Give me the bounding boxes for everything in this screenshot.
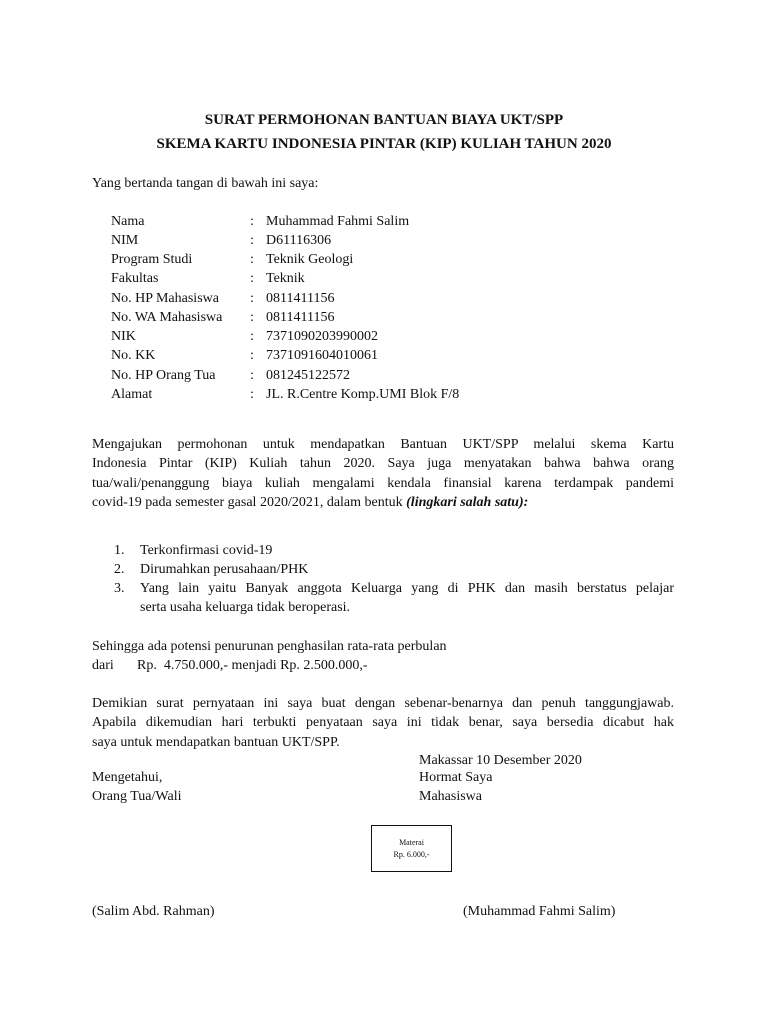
field-colon: : <box>250 252 254 267</box>
field-value: Teknik <box>266 271 305 286</box>
field-colon: : <box>250 233 254 248</box>
option-number: 1. <box>114 543 125 558</box>
option-text: Dirumahkan perusahaan/PHK <box>140 562 309 577</box>
field-value: 7371091604010061 <box>266 348 378 363</box>
closing-paragraph-line-3: saya untuk mendapatkan bantuan UKT/SPP. <box>92 735 340 750</box>
field-value: Teknik Geologi <box>266 252 354 267</box>
field-label: NIK <box>111 329 136 344</box>
closing-paragraph-line-1: Demikian surat pernyataan ini saya buat dengan sebenar-benarnya dan penuh tanggungjawab. <box>92 696 674 711</box>
parent-signature-name: (Salim Abd. Rahman) <box>92 904 215 919</box>
field-colon: : <box>250 291 254 306</box>
field-label: No. WA Mahasiswa <box>111 310 223 325</box>
field-colon: : <box>250 348 254 363</box>
student-label: Mahasiswa <box>419 789 482 804</box>
letter-title-line-2: SKEMA KARTU INDONESIA PINTAR (KIP) KULIAH TAHUN 2020 <box>156 136 612 152</box>
stamp-duty-box <box>371 825 452 872</box>
field-value: Muhammad Fahmi Salim <box>266 214 410 229</box>
body-paragraph-line-4 <box>92 493 674 513</box>
field-value: 0811411156 <box>266 291 335 306</box>
student-signature-name: (Muhammad Fahmi Salim) <box>463 904 616 919</box>
field-label: No. HP Orang Tua <box>111 368 216 383</box>
option-text: Terkonfirmasi covid-19 <box>140 543 273 558</box>
field-label: Alamat <box>111 387 153 402</box>
field-value: D61116306 <box>266 233 332 248</box>
field-colon: : <box>250 329 254 344</box>
body-paragraph-line-1: Mengajukan permohonan untuk mendapatkan Bantuan UKT/SPP melalui skema Kartu <box>92 437 674 452</box>
field-colon: : <box>250 214 254 229</box>
stamp-duty-label: Materai <box>399 838 424 847</box>
field-colon: : <box>250 368 254 383</box>
closing-paragraph-line-2: Apabila dikemudian hari terbukti penyataan saya ini tidak benar, saya bersedia dicabut hak <box>92 715 674 730</box>
field-value: JL. R.Centre Komp.UMI Blok F/8 <box>266 387 460 402</box>
field-colon: : <box>250 271 254 286</box>
stamp-duty-amount: Rp. 6.000,- <box>393 850 430 859</box>
place-date: Makassar 10 Desember 2020 <box>419 753 582 768</box>
field-label: No. KK <box>111 348 156 363</box>
income-amounts: Rp. 4.750.000,- menjadi Rp. 2.500.000,- <box>137 658 368 673</box>
letter-title-line-1: SURAT PERMOHONAN BANTUAN BIAYA UKT/SPP <box>204 112 564 128</box>
field-label: No. HP Mahasiswa <box>111 291 219 306</box>
option-text-continued: serta usaha keluarga tidak beroperasi. <box>140 600 351 615</box>
body-paragraph-text: covid-19 pada semester gasal 2020/2021, dalam bentuk <box>92 495 407 510</box>
field-label: NIM <box>111 233 139 248</box>
body-paragraph-line-2: Indonesia Pintar (KIP) Kuliah tahun 2020. Saya juga menyatakan bahwa bahwa orang <box>92 456 674 471</box>
acknowledged-label: Mengetahui, <box>92 770 163 785</box>
field-value: 0811411156 <box>266 310 335 325</box>
parent-label: Orang Tua/Wali <box>92 789 182 804</box>
option-number: 2. <box>114 562 125 577</box>
field-colon: : <box>250 387 254 402</box>
intro-text: Yang bertanda tangan di bawah ini saya: <box>92 176 319 191</box>
field-label: Nama <box>111 214 145 229</box>
respect-label: Hormat Saya <box>419 770 493 785</box>
option-text: Yang lain yaitu Banyak anggota Keluarga yang di PHK dan masih berstatus pelajar <box>140 581 674 596</box>
body-paragraph-line-3: tua/wali/penanggung biaya kuliah mengalami kendala finansial karena terdampak pandemi <box>92 476 674 491</box>
field-colon: : <box>250 310 254 325</box>
field-value: 7371090203990002 <box>266 329 378 344</box>
option-number: 3. <box>114 581 125 596</box>
circle-one-instruction: (lingkari salah satu): <box>406 495 529 510</box>
income-statement: Sehingga ada potensi penurunan penghasilan rata-rata perbulan <box>92 639 447 654</box>
field-value: 081245122572 <box>266 368 350 383</box>
income-from-label: dari <box>92 658 114 673</box>
field-label: Program Studi <box>111 252 193 267</box>
field-label: Fakultas <box>111 271 159 286</box>
